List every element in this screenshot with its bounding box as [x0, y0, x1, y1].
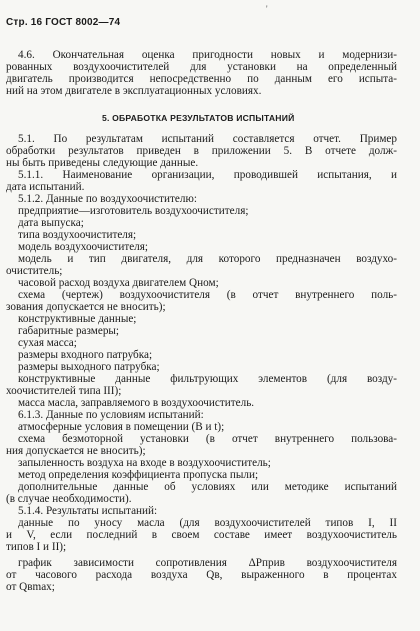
text-line: и V, если последний в своем составе имеет воздухоочиститель [6, 529, 397, 541]
text-line: 5.1.2. Данные по воздухоочистителю: [18, 193, 197, 205]
text-line: размеры входного патрубка; [18, 349, 153, 361]
text-line: модель воздухоочистителя; [18, 241, 149, 253]
text-line: схема безмоторной установки (в отчет внутреннего пользова- [18, 433, 397, 445]
text-line: дата выпуска; [18, 217, 84, 229]
text-line: 5.1. По результатам испытаний составляется отчет. Пример [18, 133, 397, 145]
text-line: график зависимости сопротивления ΔPприв воздухоочистителя [18, 557, 397, 569]
text-line: зования допускается не вносить); [6, 301, 166, 313]
margin-mark: ' [266, 4, 268, 14]
text-line: часовой расход воздуха двигателем Qном; [18, 277, 219, 289]
text-line: размеры выходного патрубка; [18, 361, 160, 373]
text-line: 6.1.3. Данные по условиям испытаний: [18, 409, 204, 421]
text-line: запыленность воздуха на входе в воздухоочиститель; [18, 457, 271, 469]
text-line: данные по уносу масла (для воздухоочистителей типов I, II [18, 517, 397, 529]
page-header: Стр. 16 ГОСТ 8002—74 [6, 17, 121, 28]
text-line: 5.1.4. Результаты испытаний: [18, 505, 158, 517]
text-line: сухая масса; [18, 337, 77, 349]
text-line: двигатель производится непосредственно по данным его испыта- [6, 73, 397, 85]
text-line: атмосферные условия в помещении (В и t); [18, 421, 225, 433]
text-line: (в случае необходимости). [6, 493, 132, 505]
text-line: ния допускается не вносить); [6, 445, 146, 457]
text-line: ны быть приведены следующие данные. [6, 157, 199, 169]
text-line: конструктивные данные; [18, 313, 137, 325]
text-line: габаритные размеры; [18, 325, 120, 337]
text-line: дополнительные данные об условиях или методике испытаний [18, 481, 397, 493]
text-line: дата испытаний. [6, 181, 85, 193]
text-line: конструктивные данные фильтрующих элементов (для возду- [18, 373, 397, 385]
text-line: 5.1.1. Наименование организации, проводившей испытания, и [18, 169, 397, 181]
text-line: ний на этом двигателе в эксплуатационных условиях. [6, 85, 262, 97]
section-title: 5. ОБРАБОТКА РЕЗУЛЬТАТОВ ИСПЫТАНИЙ [102, 113, 295, 123]
text-line: хоочистителей типа III); [6, 385, 122, 397]
text-line: обработки результатов приведен в приложении 5. В отчете долж- [6, 145, 397, 157]
text-line: масса масла, заправляемого в воздухоочиститель. [18, 397, 255, 409]
text-line: схема (чертеж) воздухоочистителя (в отчет внутреннего поль- [18, 289, 397, 301]
text-line: от Qвmax; [6, 581, 55, 593]
text-line: предприятие—изготовитель воздухоочистителя; [18, 205, 249, 217]
text-line: метод определения коэффициента пропуска пыли; [18, 469, 259, 481]
text-line: 4.6. Окончательная оценка пригодности новых и модернизи- [18, 49, 397, 61]
text-line: типа воздухоочистителя; [18, 229, 137, 241]
text-line: типов I и II); [6, 541, 67, 553]
text-line: рованных воздухоочистителей для установки на определенный [6, 61, 397, 73]
text-line: модель и тип двигателя, для которого предназначен воздухо- [18, 253, 397, 265]
text-line: от часового расхода воздуха Qв, выраженного в процентах [6, 569, 397, 581]
text-line: очиститель; [6, 265, 63, 277]
